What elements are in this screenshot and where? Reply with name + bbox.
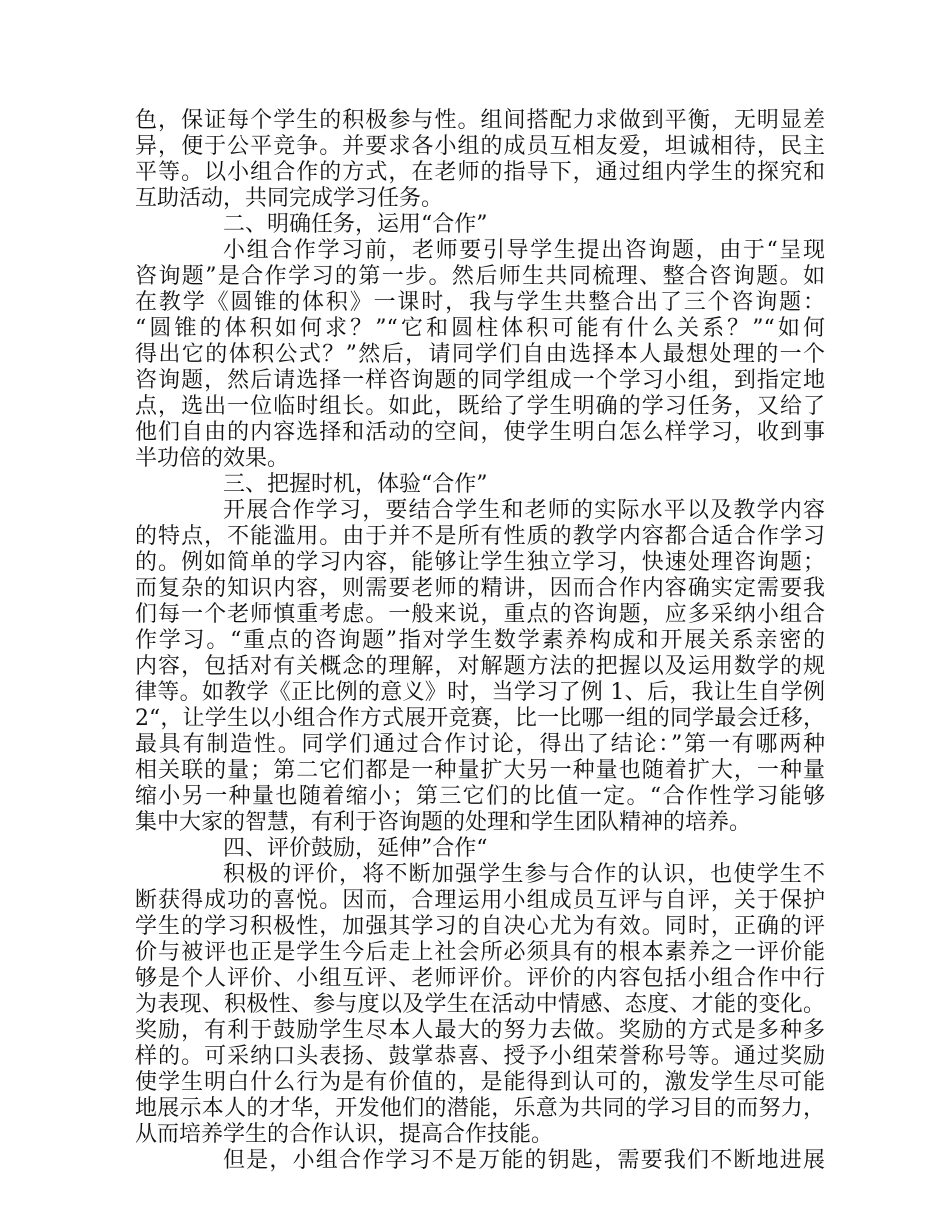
text-line: 集中大家的智慧，有利于咨询题的处理和学生团队精神的培养。 [135,810,752,835]
text-line: 四、评价鼓励，延伸”合作“ [223,836,488,861]
text-line: 咨询题，然后请选择一样咨询题的同学组成一个学习小组，到指定地 [135,368,825,393]
text-line: 的特点，不能滥用。由于并不是所有性质的教学内容都合适合作学习 [135,524,825,549]
text-line: 但是，小组合作学习不是万能的钥匙，需要我们不断地进展 [223,1148,825,1173]
text-line: 断获得成功的喜悦。因而，合理运用小组成员互评与自评，关于保护 [135,888,825,913]
text-line: 互助活动，共同完成学习任务。 [135,186,444,211]
text-line: 使学生明白什么行为是有价值的，是能得到认可的，激发学生尽可能 [135,1070,825,1095]
text-line: 们每一个老师慎重考虑。一般来说，重点的咨询题，应多采纳小组合 [135,602,825,627]
text-line: 为表现、积极性、参与度以及学生在活动中情感、态度、才能的变化。 [135,992,825,1017]
text-line: 的。例如简单的学习内容，能够让学生独立学习，快速处理咨询题； [135,550,825,575]
text-line: 学生的学习积极性，加强其学习的自决心尤为有效。同时，正确的评 [135,914,825,939]
text-line: 咨询题”是合作学习的第一步。然后师生共同梳理、整合咨询题。如 [135,264,825,289]
text-line: 三、把握时机，体验“合作” [223,472,488,497]
text-line: 从而培养学生的合作认识，提高合作技能。 [135,1122,554,1147]
text-line: 缩小另一种量也随着缩小；第三它们的比值一定。“合作性学习能够 [135,784,825,809]
text-line: 小组合作学习前，老师要引导学生提出咨询题，由于“呈现 [223,238,825,263]
text-line: 2“，让学生以小组合作方式展开竞赛，比一比哪一组的同学最会迁移， [135,706,825,731]
document-body [135,108,825,1174]
text-line: 开展合作学习，要结合学生和老师的实际水平以及教学内容 [223,498,825,523]
text-line: 作学习。“重点的咨询题”指对学生数学素养构成和开展关系亲密的 [135,628,825,653]
text-line: “圆锥的体积如何求？”“它和圆柱体积可能有什么关系？”“如何 [135,316,825,341]
text-line: 律等。如教学《正比例的意义》时，当学习了例 1、后，我让生自学例 [135,680,825,705]
text-line: 相关联的量；第二它们都是一种量扩大另一种量也随着扩大，一种量 [135,758,825,783]
text-line: 样的。可采纳口头表扬、鼓掌恭喜、授予小组荣誉称号等。通过奖励 [135,1044,825,1069]
text-line: 半功倍的效果。 [135,446,290,471]
text-line: 地展示本人的才华，开发他们的潜能，乐意为共同的学习目的而努力， [135,1096,825,1121]
text-line: 内容，包括对有关概念的理解，对解题方法的把握以及运用数学的规 [135,654,825,679]
text-line: 得出它的体积公式？”然后，请同学们自由选择本人最想处理的一个 [135,342,825,367]
text-line: 而复杂的知识内容，则需要老师的精讲，因而合作内容确实定需要我 [135,576,825,601]
text-line: 二、明确任务，运用“合作” [223,212,488,237]
text-line: 够是个人评价、小组互评、老师评价。评价的内容包括小组合作中行 [135,966,825,991]
text-line: 色，保证每个学生的积极参与性。组间搭配力求做到平衡，无明显差 [135,108,825,133]
text-line: 他们自由的内容选择和活动的空间，使学生明白怎么样学习，收到事 [135,420,825,445]
text-line: 点，选出一位临时组长。如此，既给了学生明确的学习任务，又给了 [135,394,825,419]
text-line: 在教学《圆锥的体积》一课时，我与学生共整合出了三个咨询题： [135,290,825,315]
text-line: 异，便于公平竞争。并要求各小组的成员互相友爱，坦诚相待，民主 [135,134,825,159]
text-line: 奖励，有利于鼓励学生尽本人最大的努力去做。奖励的方式是多种多 [135,1018,825,1043]
text-line: 平等。以小组合作的方式，在老师的指导下，通过组内学生的探究和 [135,160,825,185]
text-line: 最具有制造性。同学们通过合作讨论，得出了结论：”第一有哪两种 [135,732,825,757]
text-line: 积极的评价，将不断加强学生参与合作的认识，也使学生不 [223,862,825,887]
text-line: 价与被评也正是学生今后走上社会所必须具有的根本素养之一评价能 [135,940,825,965]
